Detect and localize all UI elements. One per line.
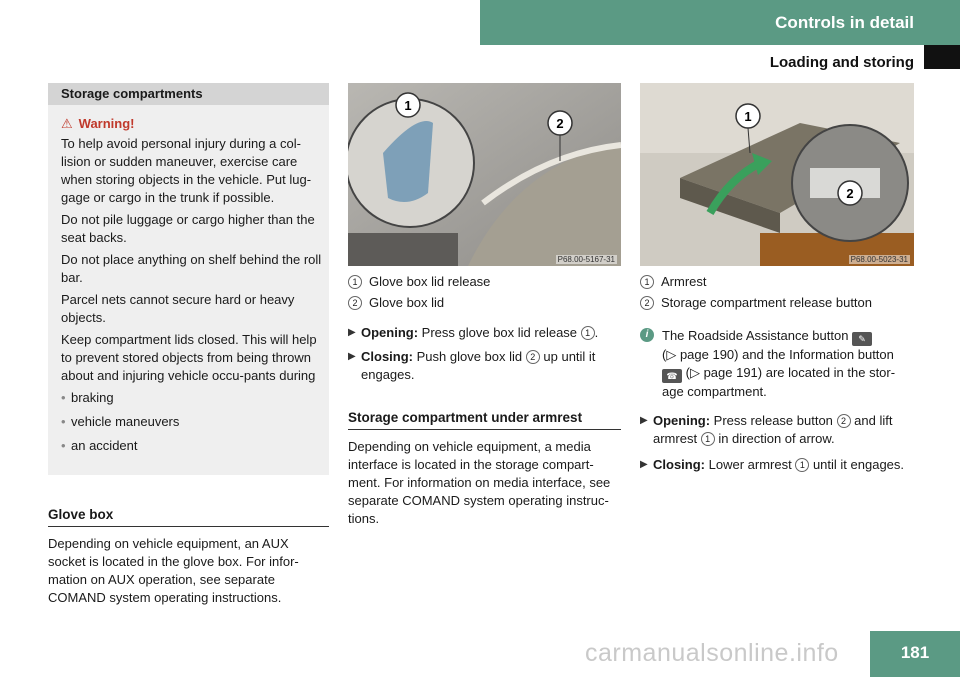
- warning-triangle-icon: ⚠: [61, 116, 73, 131]
- storage-compartments-header: Storage compartments: [48, 83, 329, 105]
- arrow-icon: ▶: [348, 351, 356, 362]
- image-code: P68.00-5023-31: [850, 255, 908, 264]
- warning-paragraph: Keep compartment lids closed. This will help to prevent stored objects from being thrown about and injuring vehicle occu-pants during: [61, 332, 317, 383]
- list-item: • an accident: [61, 437, 323, 455]
- svg-text:1: 1: [744, 109, 752, 124]
- info-icon: i: [640, 328, 654, 342]
- section-title-header: Loading and storing: [769, 54, 914, 71]
- info-phone-icon: ☎: [662, 369, 682, 383]
- legend-item: 2 Storage compartment release button: [640, 294, 872, 312]
- warning-title: ⚠ Warning!: [61, 116, 135, 131]
- legend-item: 1 Glove box lid release: [348, 273, 490, 291]
- armrest-closing-instruction: ▶ Closing: Lower armrest 1 until it engages.: [640, 457, 905, 472]
- chapter-title: Controls in detail: [775, 12, 914, 32]
- callout-number: 2: [348, 296, 362, 310]
- closing-instruction: ▶ Closing: Push glove box lid 2 up until it engages.: [348, 349, 596, 382]
- warning-paragraph: To help avoid personal injury during a col-lision or sudden maneuver, exercise care when storing objects in the vehicle. Put lug-gage or cargo in the trunk if possible.: [61, 136, 312, 205]
- armrest-text: Depending on vehicle equipment, a media interface is located in the storage compart-ment. For information on media interface, see separate COMAND system operating instruc-tions.: [348, 439, 611, 526]
- corner-marker: [924, 45, 960, 69]
- watermark: carmanualsonline.info: [585, 639, 839, 667]
- callout-number: 2: [640, 296, 654, 310]
- callout-number: 1: [348, 275, 362, 289]
- armrest-opening-instruction: ▶ Opening: Press release button 2 and lift armrest 1 in direction of arrow.: [640, 413, 893, 446]
- warning-box: [48, 105, 329, 475]
- glove-box-photo: [348, 83, 621, 266]
- armrest-photo: [640, 83, 914, 266]
- image-code: P68.00-5167-31: [557, 255, 615, 264]
- arrow-icon: ▶: [640, 459, 648, 470]
- svg-text:2: 2: [556, 116, 564, 131]
- svg-text:1: 1: [404, 98, 412, 113]
- glove-box-text: Depending on vehicle equipment, an AUX socket is located in the glove box. For infor-mation on AUX operation, see separate COMAND system operating instructions.: [48, 536, 299, 605]
- legend-item: 2 Glove box lid: [348, 294, 444, 312]
- warning-bullets: [61, 389, 323, 455]
- warning-paragraph: Do not place anything on shelf behind the roll bar.: [61, 252, 322, 285]
- chapter-header: [480, 0, 960, 45]
- arrow-icon: ▶: [640, 415, 648, 426]
- list-item: • vehicle maneuvers: [61, 413, 323, 431]
- glove-box-title: Glove box: [48, 507, 329, 527]
- list-item: • braking: [61, 389, 323, 407]
- page-number: 181: [870, 631, 960, 677]
- opening-instruction: ▶ Opening: Press glove box lid release 1 .: [348, 325, 599, 340]
- svg-text:2: 2: [846, 186, 854, 201]
- legend-item: 1 Armrest: [640, 273, 707, 291]
- info-note: i The Roadside Assistance button ✎ (▷ page 190) and the Information button ☎ (▷ page 191) are located in the stor-age compartment.: [640, 327, 914, 401]
- callout-number: 1: [640, 275, 654, 289]
- armrest-section-title: Storage compartment under armrest: [348, 410, 621, 430]
- warning-paragraph: Parcel nets cannot secure hard or heavy objects.: [61, 292, 295, 325]
- arrow-icon: ▶: [348, 327, 356, 338]
- armrest-illustration: [640, 83, 914, 266]
- warning-paragraph: Do not pile luggage or cargo higher than the seat backs.: [61, 212, 315, 245]
- wrench-icon: ✎: [852, 332, 872, 346]
- glove-box-illustration: [348, 83, 621, 266]
